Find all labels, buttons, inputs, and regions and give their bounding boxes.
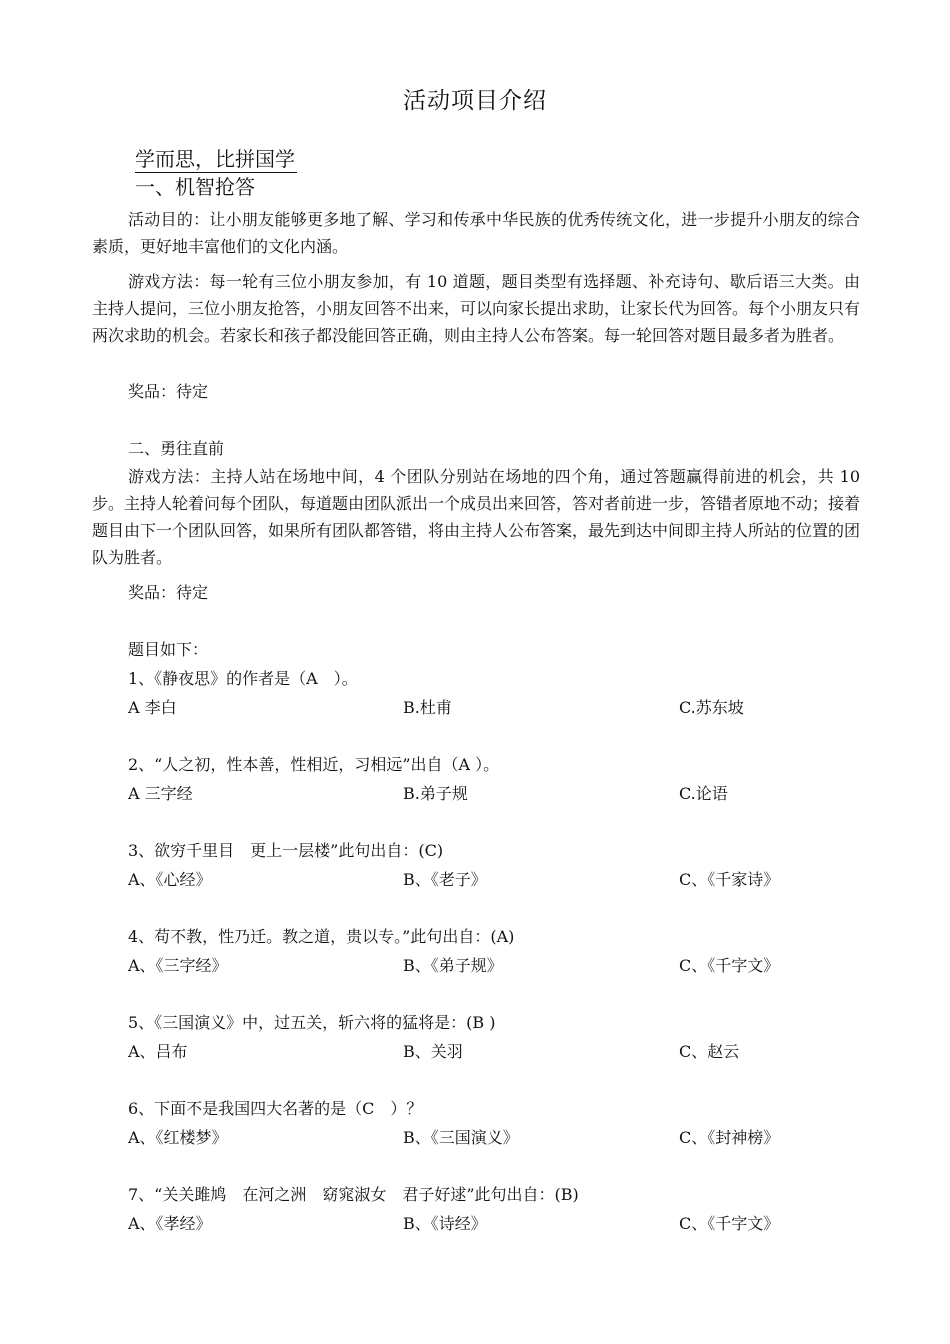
page-title: 活动项目介绍: [403, 88, 547, 114]
question-2: 2、“人之初，性本善，性相近，习相远”出自（A ）。: [128, 755, 500, 774]
questions-intro: 题目如下：: [128, 640, 209, 659]
q7-option-a: A、《孝经》: [128, 1214, 212, 1233]
section1-prize: 奖品：待定: [128, 382, 209, 401]
section2-prize: 奖品：待定: [128, 583, 209, 602]
q3-option-b: B、《老子》: [403, 870, 487, 889]
q4-option-b: B、《弟子规》: [403, 956, 503, 975]
question-5: 5、《三国演义》中，过五关，斩六将的猛将是：(B ): [128, 1013, 496, 1032]
q1-option-c: C.苏东坡: [679, 698, 744, 717]
q5-option-a: A、吕布: [128, 1042, 188, 1061]
q6-option-c: C、《封神榜》: [679, 1128, 780, 1147]
q2-option-b: B.弟子规: [403, 784, 468, 803]
q1-option-b: B.杜甫: [403, 698, 452, 717]
q4-option-a: A、《三字经》: [128, 956, 228, 975]
question-6: 6、下面不是我国四大名著的是（C ）？: [128, 1099, 423, 1118]
q3-option-a: A、《心经》: [128, 870, 212, 889]
q5-option-b: B、关羽: [403, 1042, 463, 1061]
subtitle: 学而思，比拼国学: [135, 147, 295, 171]
question-7: 7、“关关雎鸠 在河之洲 窈窕淑女 君子好逑”此句出自：(B): [128, 1185, 579, 1204]
section2-method: 游戏方法：主持人站在场地中间，4 个团队分别站在场地的四个角，通过答题赢得前进的机会，共 10 步。主持人轮着问每个团队，每道题由团队派出一个成员出来回答，答对者前进一步，答错者原地不动；接着题目由下一个团队回答，如果所有团队都答错，将由主持人公布答案，最先到达中间即主持人所站的位置的团队为胜者。: [92, 467, 861, 567]
q2-option-c: C.论语: [679, 784, 728, 803]
q3-option-c: C、《千家诗》: [679, 870, 780, 889]
q2-option-a: A 三字经: [128, 784, 193, 803]
q6-option-b: B、《三国演义》: [403, 1128, 519, 1147]
section1-purpose: 活动目的：让小朋友能够更多地了解、学习和传承中华民族的优秀传统文化，进一步提升小朋友的综合素质，更好地丰富他们的文化内涵。: [92, 210, 860, 256]
question-1: 1、《静夜思》的作者是（A ）。: [128, 669, 358, 688]
section2-heading: 二、勇往直前: [128, 439, 225, 458]
q5-option-c: C、赵云: [679, 1042, 740, 1061]
q1-option-a: A 李白: [128, 698, 177, 717]
question-3: 3、欲穷千里目 更上一层楼”此句出自：(C): [128, 841, 444, 860]
section1-method: 游戏方法：每一轮有三位小朋友参加，有 10 道题，题目类型有选择题、补充诗句、歇后语三大类。由主持人提问，三位小朋友抢答，小朋友回答不出来，可以向家长提出求助，让家长代为回答。每个小朋友只有两次求助的机会。若家长和孩子都没能回答正确，则由主持人公布答案。每一轮回答对题目最多者为胜者。: [92, 272, 861, 345]
q6-option-a: A、《红楼梦》: [128, 1128, 228, 1147]
q7-option-b: B、《诗经》: [403, 1214, 487, 1233]
question-4: 4、苟不教，性乃迁。教之道，贵以专。”此句出自：(A): [128, 927, 515, 946]
q7-option-c: C、《千字文》: [679, 1214, 780, 1233]
q4-option-c: C、《千字文》: [679, 956, 780, 975]
section1-heading: 一、机智抢答: [135, 175, 255, 199]
